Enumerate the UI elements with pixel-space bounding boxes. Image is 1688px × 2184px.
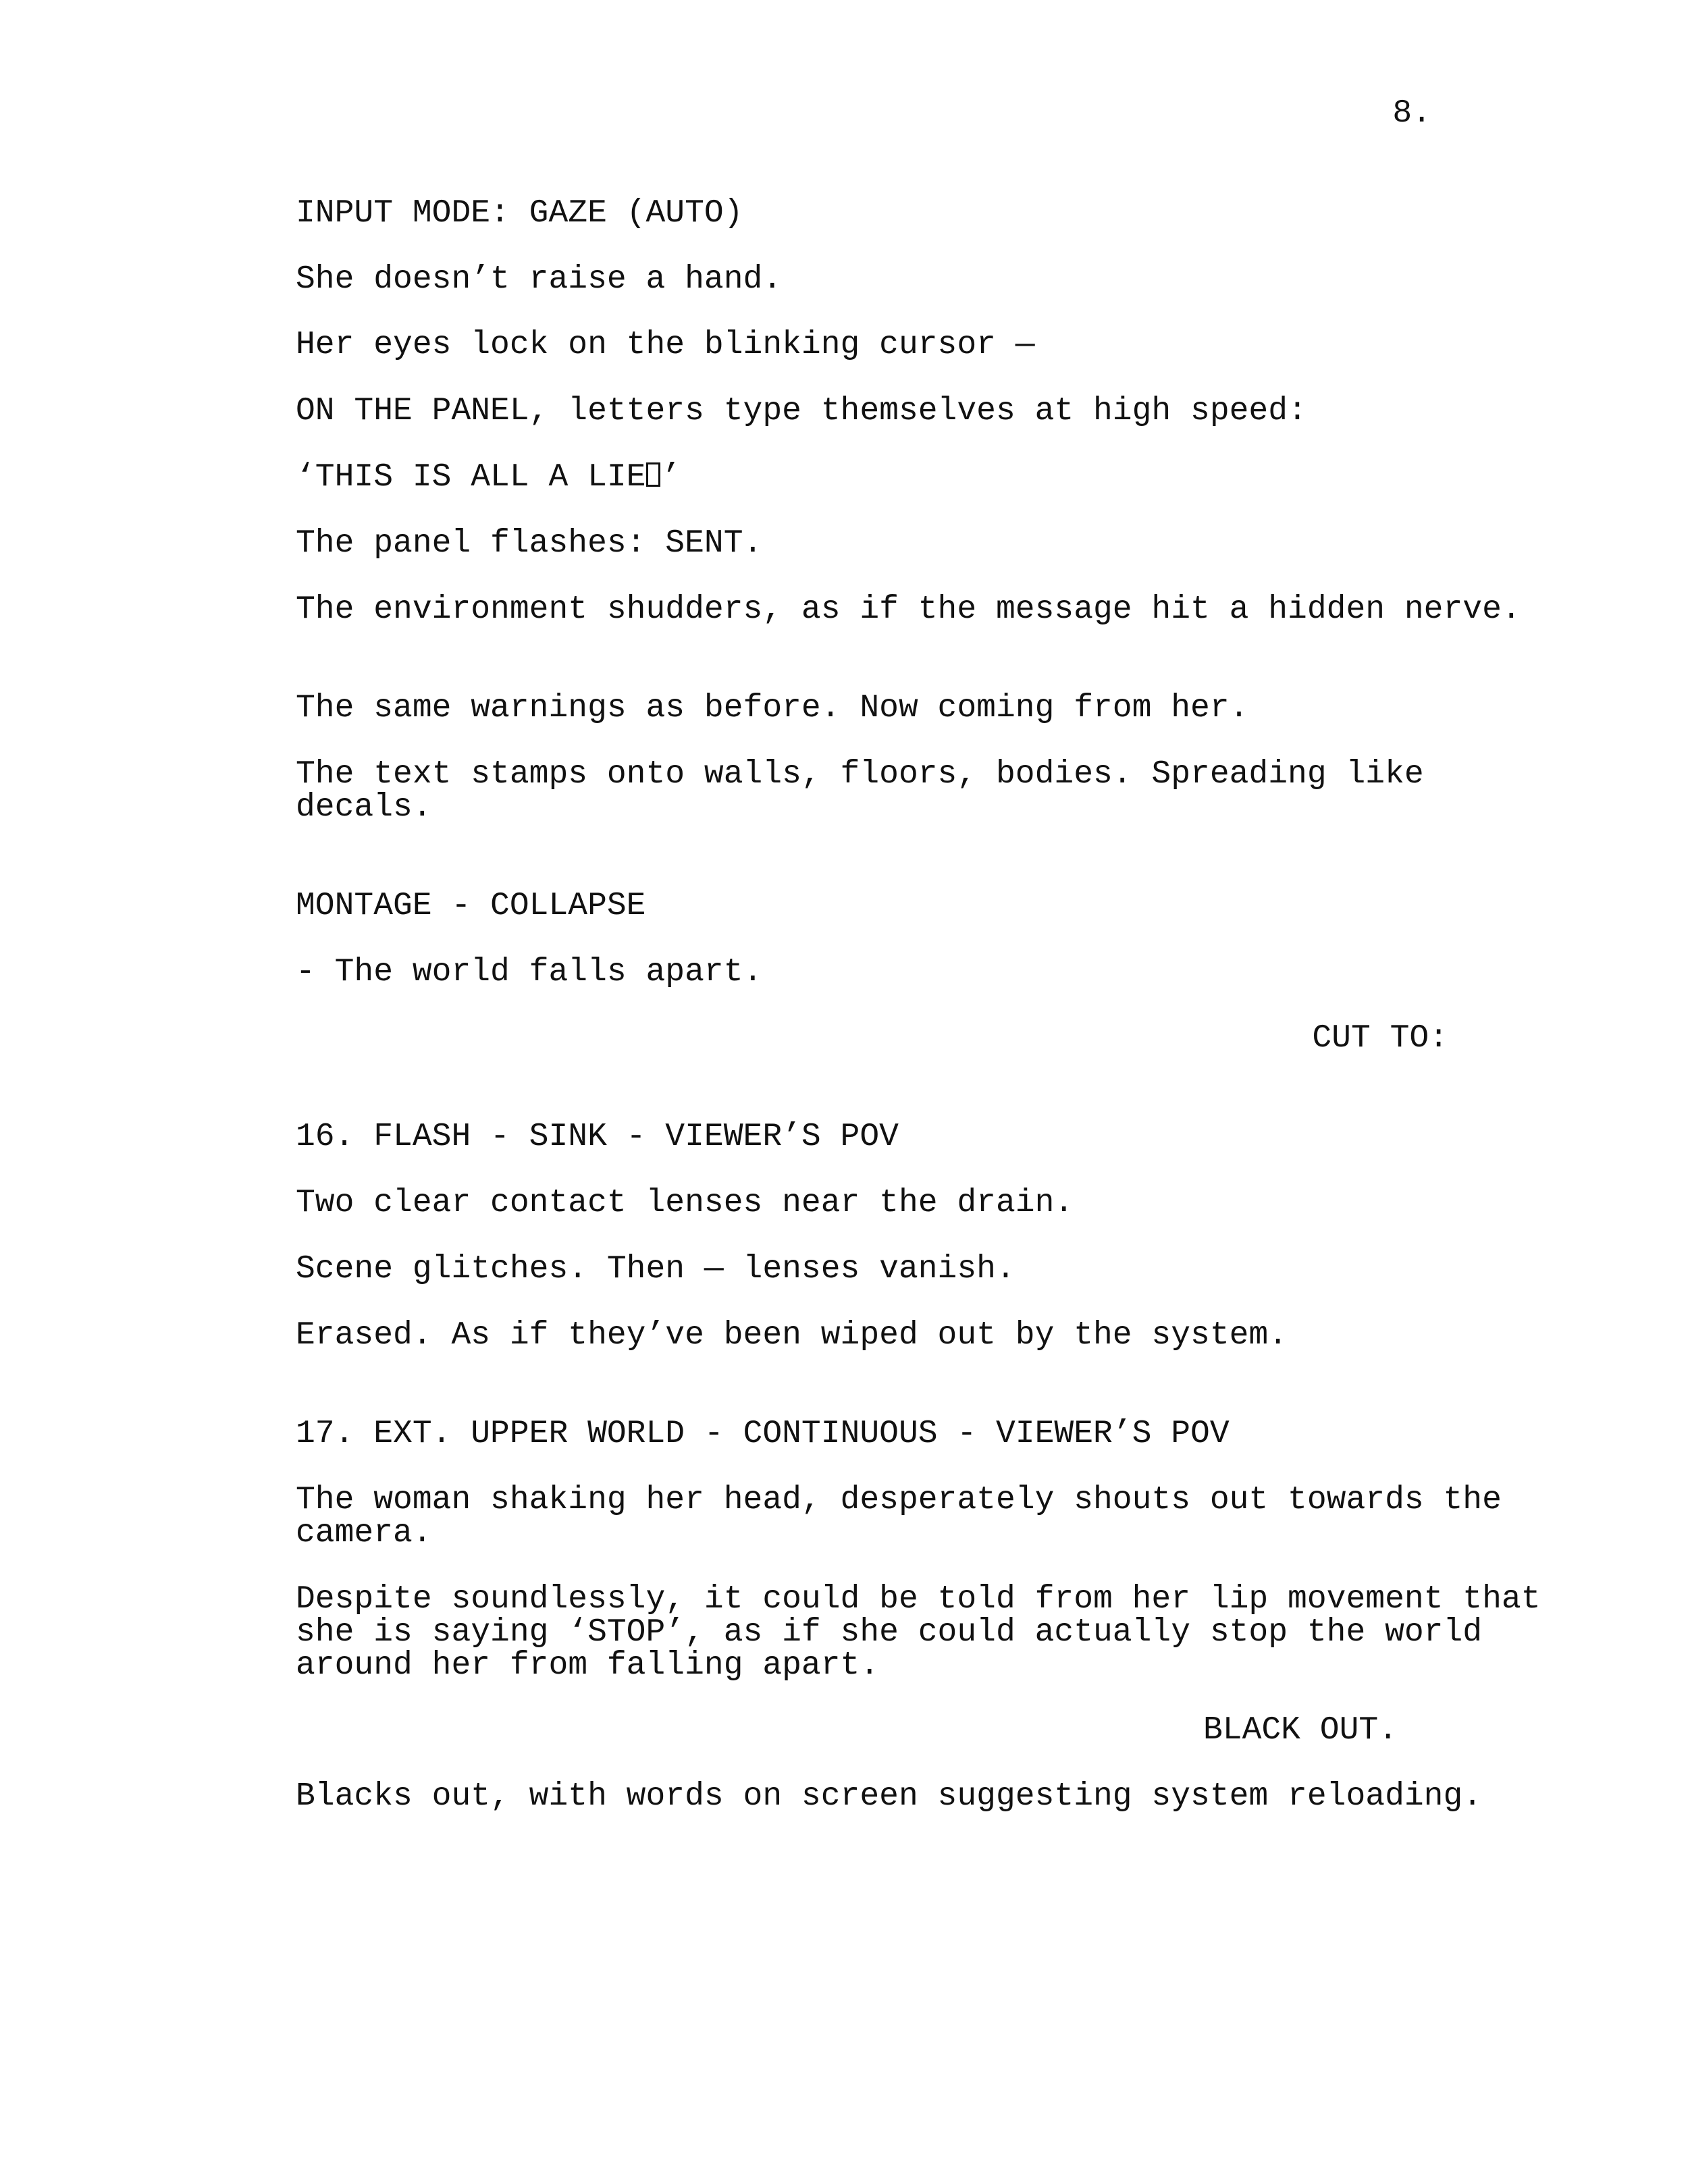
scene-heading-montage: MONTAGE - COLLAPSE [296,888,646,924]
action-world-falls: - The world falls apart. [296,954,763,990]
action-erased: Erased. As if they’ve been wiped out by the system. [296,1317,1288,1354]
action-contact-lenses: Two clear contact lenses near the drain. [296,1185,1074,1221]
panel-message-close-quote: ’ [661,459,681,496]
scene-heading-16: 16. FLASH - SINK - VIEWER’S POV [296,1119,899,1155]
blinking-cursor-icon [646,462,660,487]
panel-message-text: ‘THIS IS ALL A LIE [296,459,646,496]
action-scene-glitches: Scene glitches. Then — lenses vanish. [296,1251,1016,1287]
panel-message [296,461,681,494]
action-on-panel: ON THE PANEL, letters type themselves at high speed: [296,393,1307,429]
action-blacks-out: Blacks out, with words on screen suggesting system reloading. [296,1778,1483,1815]
action-input-mode: INPUT MODE: GAZE (AUTO) [296,195,743,232]
action-text-stamps: The text stamps onto walls, floors, bodies. Spreading like decals. [296,756,1444,826]
action-environment: The environment shudders, as if the message hit a hidden nerve. [296,591,1521,628]
action-same-warnings: The same warnings as before. Now coming from her. [296,690,1249,726]
transition-black-out: BLACK OUT. [1203,1712,1398,1749]
action-eyes-lock: Her eyes lock on the blinking cursor — [296,327,1035,363]
action-no-hand: She doesn’t raise a hand. [296,261,783,298]
transition-cut-to: CUT TO: [1312,1020,1448,1057]
action-woman-shaking: The woman shaking her head, desperately shouts out towards the camera. [296,1482,1521,1551]
page-number: 8. [1392,95,1431,132]
action-despite: Despite soundlessly, it could be told from her lip movement that she is saying ‘STOP’, as if she could actually stop the world around her from falling apart. [296,1581,1560,1684]
scene-heading-17: 17. EXT. UPPER WORLD - CONTINUOUS - VIEWER’S POV [296,1416,1230,1452]
action-panel-flashes: The panel flashes: SENT. [296,525,763,562]
